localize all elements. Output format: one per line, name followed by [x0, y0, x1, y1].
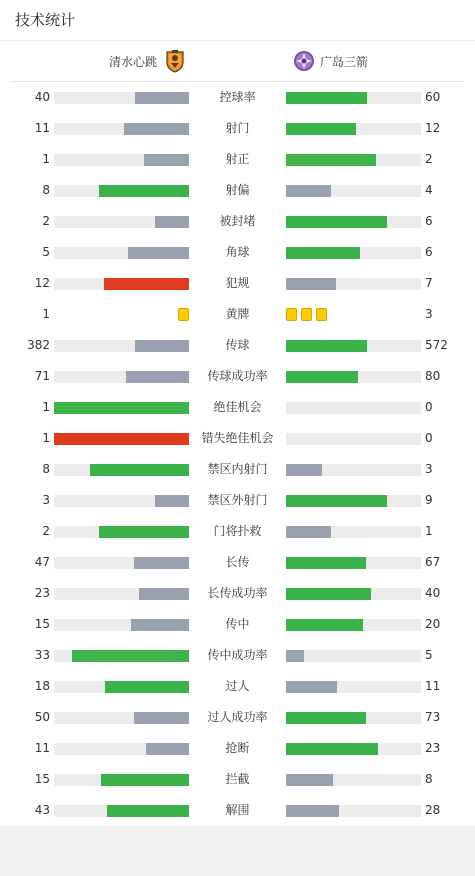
home-value: 2	[42, 524, 50, 538]
home-bar-track	[54, 92, 189, 104]
home-value: 50	[34, 710, 50, 724]
stat-label: 射偏	[225, 183, 250, 197]
away-value: 1	[425, 524, 433, 538]
home-bar-track	[54, 774, 189, 786]
away-bar-fill	[286, 216, 387, 228]
away-bar-fill	[286, 495, 387, 507]
home-value: 382	[27, 338, 50, 352]
away-bar-track	[286, 805, 421, 817]
away-bar-track	[286, 650, 421, 662]
stat-label: 角球	[225, 245, 250, 259]
away-bar-fill	[286, 681, 337, 693]
stat-label: 长传	[225, 555, 250, 569]
away-value: 572	[425, 338, 448, 352]
away-bar-fill	[286, 154, 376, 166]
home-yellow-cards	[174, 308, 189, 321]
stat-row	[0, 175, 475, 206]
away-value: 9	[425, 493, 433, 507]
home-bar-fill	[144, 154, 189, 166]
away-bar-track	[286, 185, 421, 197]
home-bar-fill	[101, 774, 189, 786]
stat-label: 控球率	[219, 90, 256, 104]
home-bar-track	[54, 433, 189, 445]
stat-row	[0, 268, 475, 299]
stat-row	[0, 82, 475, 113]
away-value: 8	[425, 772, 433, 786]
stat-row	[0, 547, 475, 578]
away-value: 60	[425, 90, 441, 104]
away-value: 6	[425, 245, 433, 259]
home-value: 23	[34, 586, 50, 600]
home-value: 1	[42, 431, 50, 445]
stat-label: 绝佳机会	[213, 400, 262, 414]
away-bar-fill	[286, 805, 339, 817]
stat-label: 被封堵	[219, 214, 256, 228]
away-value: 0	[425, 400, 433, 414]
stat-row	[0, 330, 475, 361]
home-value: 33	[34, 648, 50, 662]
home-value: 47	[34, 555, 50, 569]
home-team-name: 清水心跳	[108, 54, 157, 69]
home-bar-track	[54, 495, 189, 507]
away-bar-track	[286, 495, 421, 507]
stat-label: 错失绝佳机会	[201, 431, 274, 445]
away-value: 4	[425, 183, 433, 197]
home-bar-fill	[131, 619, 189, 631]
home-value: 15	[34, 617, 50, 631]
away-value: 3	[425, 307, 433, 321]
home-bar-fill	[139, 588, 189, 600]
away-bar-track	[286, 247, 421, 259]
stat-row	[0, 392, 475, 423]
home-bar-track	[54, 185, 189, 197]
away-value: 20	[425, 617, 441, 631]
home-bar-fill	[134, 712, 189, 724]
stat-row	[0, 206, 475, 237]
home-bar-fill	[54, 402, 189, 414]
stat-row	[0, 423, 475, 454]
away-bar-track	[286, 92, 421, 104]
away-bar-fill	[286, 743, 378, 755]
stat-label: 过人成功率	[207, 710, 268, 724]
home-bar-track	[54, 216, 189, 228]
stat-label: 禁区内射门	[207, 462, 268, 476]
home-bar-fill	[155, 216, 189, 228]
home-bar-fill	[124, 123, 189, 135]
stat-label: 射门	[225, 121, 250, 135]
yellow-card-icon	[316, 308, 327, 321]
home-value: 1	[42, 307, 50, 321]
stat-row	[0, 671, 475, 702]
stat-row	[0, 454, 475, 485]
home-value: 2	[42, 214, 50, 228]
sanfrecce-crest-icon	[292, 49, 316, 73]
away-value: 0	[425, 431, 433, 445]
home-bar-track	[54, 650, 189, 662]
away-bar-fill	[286, 464, 322, 476]
away-bar-track	[286, 123, 421, 135]
stats-list	[0, 82, 475, 826]
stat-row	[0, 144, 475, 175]
away-bar-track	[286, 526, 421, 538]
home-bar-fill	[134, 557, 189, 569]
home-bar-track	[54, 743, 189, 755]
stat-row	[0, 113, 475, 144]
team-header	[10, 41, 465, 82]
away-bar-fill	[286, 712, 366, 724]
home-value: 1	[42, 152, 50, 166]
away-bar-track	[286, 278, 421, 290]
away-bar-fill	[286, 619, 363, 631]
away-team-name: 广岛三箭	[320, 54, 369, 69]
home-bar-track	[54, 526, 189, 538]
home-bar-fill	[155, 495, 189, 507]
yellow-card-icon	[286, 308, 297, 321]
home-bar-fill	[107, 805, 189, 817]
away-bar-fill	[286, 247, 360, 259]
home-bar-fill	[128, 247, 189, 259]
stat-label: 射正	[225, 152, 250, 166]
away-bar-track	[286, 681, 421, 693]
home-bar-track	[54, 154, 189, 166]
stat-label: 传中成功率	[207, 648, 268, 662]
away-bar-fill	[286, 123, 356, 135]
away-value: 23	[425, 741, 441, 755]
stat-row	[0, 702, 475, 733]
home-bar-track	[54, 123, 189, 135]
stat-label: 解围	[225, 803, 250, 817]
home-value: 11	[34, 121, 50, 135]
home-bar-track	[54, 464, 189, 476]
home-value: 12	[34, 276, 50, 290]
home-bar-fill	[104, 278, 189, 290]
stat-label: 长传成功率	[207, 586, 268, 600]
away-bar-track	[286, 464, 421, 476]
away-bar-fill	[286, 185, 331, 197]
away-yellow-cards	[286, 308, 331, 321]
home-value: 40	[34, 90, 50, 104]
stat-label: 拦截	[225, 772, 250, 786]
away-value: 5	[425, 648, 433, 662]
home-bar-fill	[126, 371, 189, 383]
away-value: 67	[425, 555, 441, 569]
away-bar-fill	[286, 588, 371, 600]
home-bar-track	[54, 805, 189, 817]
home-bar-fill	[90, 464, 189, 476]
home-team[interactable]	[109, 49, 187, 73]
away-bar-track	[286, 340, 421, 352]
away-team[interactable]	[292, 49, 368, 73]
home-bar-track	[54, 278, 189, 290]
stat-row	[0, 733, 475, 764]
home-bar-track	[54, 557, 189, 569]
home-bar-track	[54, 712, 189, 724]
home-bar-fill	[72, 650, 189, 662]
home-bar-track	[54, 681, 189, 693]
stat-label: 传中	[225, 617, 250, 631]
home-value: 18	[34, 679, 50, 693]
home-value: 43	[34, 803, 50, 817]
stat-row	[0, 299, 475, 330]
yellow-card-icon	[178, 308, 189, 321]
away-value: 11	[425, 679, 441, 693]
stat-row	[0, 237, 475, 268]
away-value: 3	[425, 462, 433, 476]
away-bar-fill	[286, 526, 331, 538]
home-value: 71	[34, 369, 50, 383]
stat-row	[0, 764, 475, 795]
home-bar-track	[54, 371, 189, 383]
away-bar-track	[286, 433, 421, 445]
away-value: 28	[425, 803, 441, 817]
away-bar-fill	[286, 340, 367, 352]
home-value: 8	[42, 183, 50, 197]
stat-label: 黄牌	[225, 307, 250, 321]
home-bar-fill	[54, 433, 189, 445]
away-bar-fill	[286, 92, 367, 104]
home-value: 11	[34, 741, 50, 755]
away-value: 73	[425, 710, 441, 724]
away-value: 2	[425, 152, 433, 166]
away-bar-track	[286, 216, 421, 228]
stat-row	[0, 578, 475, 609]
stat-label: 抢断	[225, 741, 250, 755]
away-bar-track	[286, 402, 421, 414]
home-bar-track	[54, 588, 189, 600]
home-value: 15	[34, 772, 50, 786]
stat-label: 过人	[225, 679, 250, 693]
away-value: 40	[425, 586, 441, 600]
home-bar-track	[54, 340, 189, 352]
away-bar-fill	[286, 278, 336, 290]
stat-row	[0, 640, 475, 671]
stat-label: 犯规	[225, 276, 250, 290]
home-value: 3	[42, 493, 50, 507]
away-bar-fill	[286, 774, 333, 786]
stat-label: 禁区外射门	[207, 493, 268, 507]
stat-row	[0, 516, 475, 547]
away-bar-track	[286, 619, 421, 631]
stat-label: 传球成功率	[207, 369, 268, 383]
home-value: 1	[42, 400, 50, 414]
away-bar-track	[286, 371, 421, 383]
away-bar-track	[286, 588, 421, 600]
stat-row	[0, 361, 475, 392]
home-value: 8	[42, 462, 50, 476]
home-bar-fill	[135, 92, 189, 104]
away-bar-track	[286, 557, 421, 569]
home-value: 5	[42, 245, 50, 259]
home-bar-fill	[146, 743, 189, 755]
yellow-card-icon	[301, 308, 312, 321]
away-value: 80	[425, 369, 441, 383]
away-value: 6	[425, 214, 433, 228]
away-value: 12	[425, 121, 441, 135]
home-bar-fill	[135, 340, 189, 352]
stat-label: 传球	[225, 338, 250, 352]
stat-row	[0, 609, 475, 640]
away-bar-fill	[286, 371, 358, 383]
away-bar-track	[286, 154, 421, 166]
away-bar-track	[286, 743, 421, 755]
away-bar-track	[286, 774, 421, 786]
home-bar-track	[54, 619, 189, 631]
page-title: 技术统计	[0, 0, 475, 41]
home-bar-track	[54, 247, 189, 259]
stat-row	[0, 795, 475, 826]
away-bar-fill	[286, 557, 366, 569]
stat-row	[0, 485, 475, 516]
away-bar-fill	[286, 650, 304, 662]
away-value: 7	[425, 276, 433, 290]
stat-label: 门将扑救	[213, 524, 262, 538]
home-bar-fill	[105, 681, 189, 693]
home-bar-track	[54, 402, 189, 414]
away-bar-track	[286, 712, 421, 724]
shimizu-crest-icon	[163, 49, 187, 73]
home-bar-fill	[99, 526, 189, 538]
home-bar-fill	[99, 185, 189, 197]
